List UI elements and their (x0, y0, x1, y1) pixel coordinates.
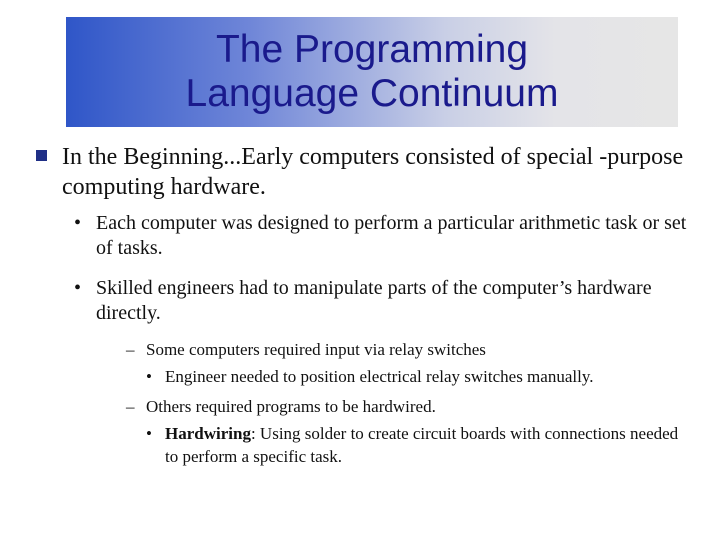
title-banner (66, 17, 678, 127)
bullet-dot-icon: • (74, 277, 82, 299)
sub-bullet-text: Each computer was designed to perform a particular arithmetic task or set of tasks. (96, 212, 687, 259)
bullet-dot-icon: • (74, 212, 82, 234)
level4-text (165, 422, 685, 468)
term-definition: : Using solder to create circuit boards with connections needed to perform a specific task. (165, 424, 679, 466)
dash-marker: – (126, 397, 135, 416)
level3-text: Some computers required input via relay switches (146, 340, 486, 359)
square-bullet-icon (36, 150, 47, 161)
main-bullet-text: In the Beginning...Early computers consisted of special -purpose computing hardware. (62, 144, 684, 200)
bullet-dot-icon: • (146, 424, 152, 443)
slide-title-line-2: Language Continuum (185, 72, 559, 115)
dash-marker: – (126, 340, 135, 359)
bullet-dot-icon: • (146, 367, 152, 386)
term-hardwiring: Hardwiring (165, 424, 251, 443)
level4-text: Engineer needed to position electrical relay switches manually. (165, 367, 594, 386)
level3-text: Others required programs to be hardwired. (146, 397, 436, 416)
slide-title-line-1: The Programming (215, 28, 529, 71)
sub-bullet-text: Skilled engineers had to manipulate parts of the computer’s hardware directly. (96, 277, 652, 324)
